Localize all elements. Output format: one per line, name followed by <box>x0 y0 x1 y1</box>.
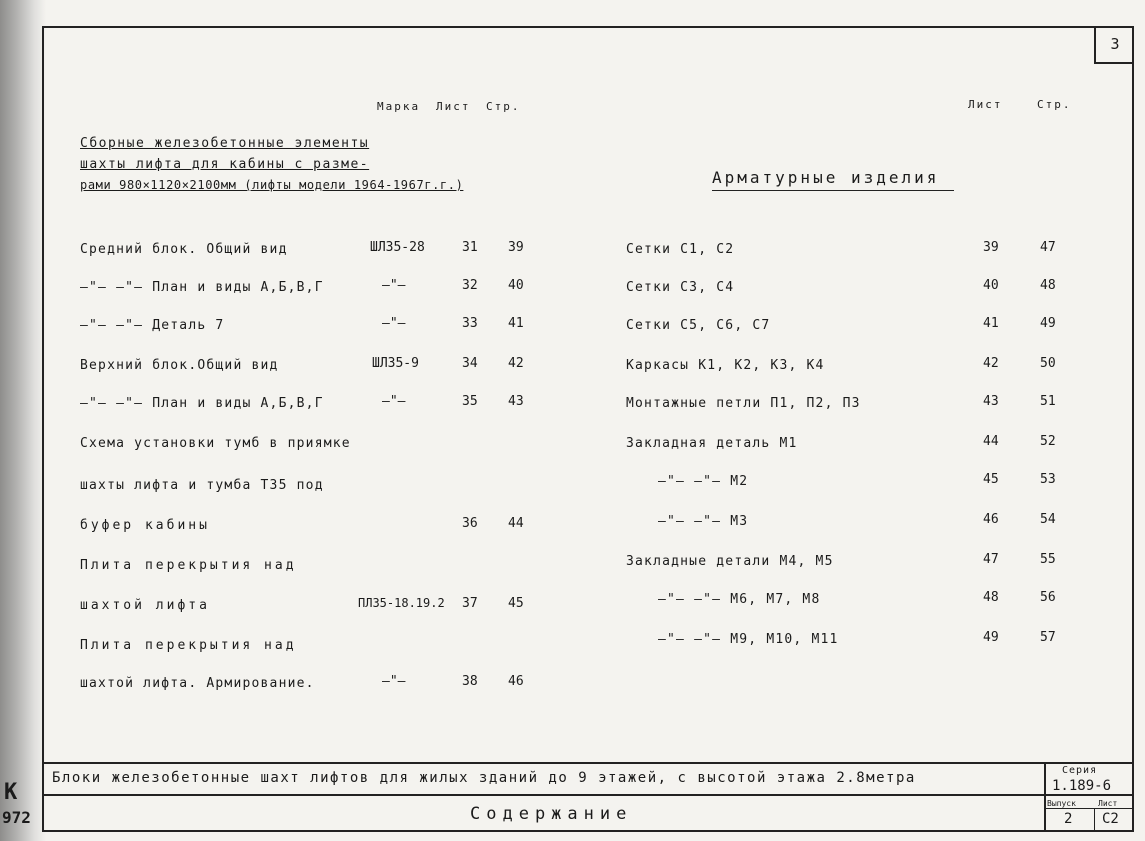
left-row-12-name: шахтой лифта. Армирование. <box>80 676 315 691</box>
right-row-6-str: 52 <box>1040 434 1056 449</box>
left-row-3-str: 41 <box>508 316 524 331</box>
header-str-right: Стр. <box>1037 98 1072 111</box>
stamp-divider <box>1044 762 1046 832</box>
right-row-4-name: Каркасы К1, К2, К3, К4 <box>626 358 825 373</box>
title-left-line-2: шахты лифта для кабины с разме- <box>80 157 370 172</box>
right-row-1-str: 47 <box>1040 240 1056 255</box>
left-row-10-str: 45 <box>508 596 524 611</box>
header-list-left: Лист <box>436 100 471 113</box>
stamp-content-title: Содержание <box>470 804 633 824</box>
right-row-8-name: —"— —"— М3 <box>658 514 749 529</box>
right-row-5-name: Монтажные петли П1, П2, П3 <box>626 396 861 411</box>
stamp-vypusk-label: Выпуск <box>1047 799 1076 808</box>
right-row-7-str: 53 <box>1040 472 1056 487</box>
left-row-10-marka: ПЛ35-18.19.2 <box>358 596 445 610</box>
right-row-5-str: 51 <box>1040 394 1056 409</box>
left-row-11-name: Плита перекрытия над <box>80 638 297 653</box>
left-row-8-list: 36 <box>462 516 478 531</box>
left-row-8-str: 44 <box>508 516 524 531</box>
left-row-5-marka: —"— <box>382 394 406 409</box>
left-row-12-list: 38 <box>462 674 478 689</box>
right-row-1-name: Сетки С1, С2 <box>626 242 735 257</box>
stamp-vypusk-value: 2 <box>1064 811 1073 827</box>
right-row-10-str: 56 <box>1040 590 1056 605</box>
header-str-left: Стр. <box>486 100 521 113</box>
right-row-7-list: 45 <box>983 472 999 487</box>
page-number: 3 <box>1094 26 1134 64</box>
right-row-4-list: 42 <box>983 356 999 371</box>
left-row-5-name: —"— —"— План и виды А,Б,В,Г <box>80 396 324 411</box>
stamp-small-line <box>1044 808 1134 809</box>
left-row-4-name: Верхний блок.Общий вид <box>80 358 279 373</box>
right-row-10-name: —"— —"— М6, М7, М8 <box>658 592 821 607</box>
title-left-line-3: рами 980×1120×2100мм (лифты модели 1964-1967г.г.) <box>80 178 464 192</box>
title-right: Арматурные изделия <box>712 168 940 187</box>
scan-edge-shadow <box>0 0 46 841</box>
left-row-2-name: —"— —"— План и виды А,Б,В,Г <box>80 280 324 295</box>
left-row-12-marka: —"— <box>382 674 406 689</box>
left-row-3-name: —"— —"— Деталь 7 <box>80 318 225 333</box>
left-row-1-name: Средний блок. Общий вид <box>80 242 288 257</box>
right-row-6-name: Закладная деталь М1 <box>626 436 798 451</box>
left-row-3-list: 33 <box>462 316 478 331</box>
left-row-7-name: шахты лифта и тумба Т35 под <box>80 478 324 493</box>
right-row-9-str: 55 <box>1040 552 1056 567</box>
left-row-5-list: 35 <box>462 394 478 409</box>
right-row-8-list: 46 <box>983 512 999 527</box>
left-row-4-list: 34 <box>462 356 478 371</box>
right-row-6-list: 44 <box>983 434 999 449</box>
title-left-line-1: Сборные железобетонные элементы <box>80 136 370 151</box>
right-row-3-name: Сетки С5, С6, С7 <box>626 318 771 333</box>
right-row-11-name: —"— —"— М9, М10, М11 <box>658 632 839 647</box>
right-row-11-str: 57 <box>1040 630 1056 645</box>
left-row-1-list: 31 <box>462 240 478 255</box>
right-row-11-list: 49 <box>983 630 999 645</box>
left-row-6-name: Схема установки тумб в приямке <box>80 436 351 451</box>
stamp-seria-value: 1.189-6 <box>1052 778 1112 794</box>
left-row-4-str: 42 <box>508 356 524 371</box>
right-row-7-name: —"— —"— М2 <box>658 474 749 489</box>
left-row-10-name: шахтой лифта <box>80 598 210 613</box>
left-row-2-marka: —"— <box>382 278 406 293</box>
left-row-1-str: 39 <box>508 240 524 255</box>
margin-letter: К <box>4 780 18 805</box>
left-row-2-str: 40 <box>508 278 524 293</box>
left-row-12-str: 46 <box>508 674 524 689</box>
right-row-9-name: Закладные детали М4, М5 <box>626 554 834 569</box>
right-row-3-list: 41 <box>983 316 999 331</box>
left-row-4-marka: ШЛ35-9 <box>372 356 419 371</box>
margin-number: 972 <box>2 808 31 827</box>
stamp-description: Блоки железобетонные шахт лифтов для жилых зданий до 9 этажей, с высотой этажа 2.8метра <box>52 770 916 786</box>
right-row-8-str: 54 <box>1040 512 1056 527</box>
stamp-seria-label: Серия <box>1062 765 1098 776</box>
right-row-4-str: 50 <box>1040 356 1056 371</box>
left-row-8-name: буфер кабины <box>80 518 210 533</box>
right-row-9-list: 47 <box>983 552 999 567</box>
right-row-2-str: 48 <box>1040 278 1056 293</box>
stamp-small-divider <box>1094 808 1095 832</box>
title-right-underline <box>712 190 954 191</box>
left-row-3-marka: —"— <box>382 316 406 331</box>
right-row-1-list: 39 <box>983 240 999 255</box>
stamp-top-line <box>42 762 1134 764</box>
right-row-2-name: Сетки С3, С4 <box>626 280 735 295</box>
header-list-right: Лист <box>968 98 1003 111</box>
left-row-10-list: 37 <box>462 596 478 611</box>
header-marka: Марка <box>377 100 421 113</box>
right-row-3-str: 49 <box>1040 316 1056 331</box>
left-row-5-str: 43 <box>508 394 524 409</box>
left-row-1-marka: ШЛ35-28 <box>370 240 425 255</box>
stamp-middle-line <box>42 794 1134 796</box>
stamp-list-value: С2 <box>1102 811 1119 827</box>
left-row-2-list: 32 <box>462 278 478 293</box>
right-row-10-list: 48 <box>983 590 999 605</box>
left-row-9-name: Плита перекрытия над <box>80 558 297 573</box>
stamp-list-label: Лист <box>1098 799 1118 808</box>
right-row-2-list: 40 <box>983 278 999 293</box>
right-row-5-list: 43 <box>983 394 999 409</box>
